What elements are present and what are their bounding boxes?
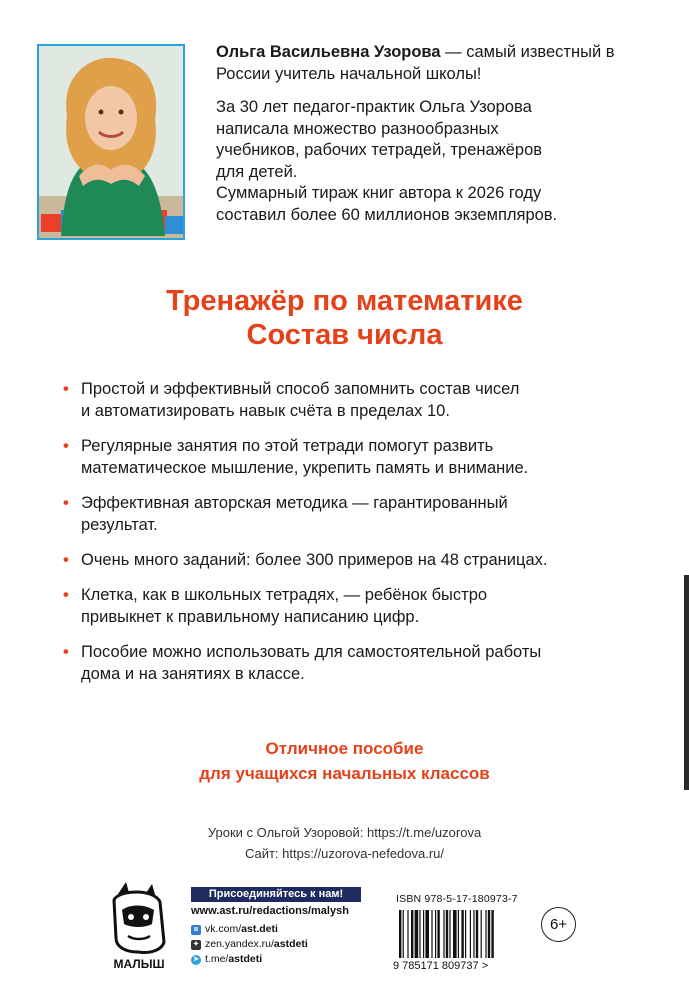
list-item: • Регулярные занятия по этой тетради помогут развить математическое мышление, укрепить память и внимание.: [63, 437, 529, 477]
author-experience: За 30 лет педагог-практик Ольга Узорова написала множество разнообразных учебников, рабочих тетрадей, тренажёров для детей. Суммарный тираж книг автора к 2026 году составил более 60 миллионов экземпляров.: [216, 98, 558, 224]
author-name: Ольга Васильевна Узорова: [216, 43, 441, 61]
barcode-bar: [437, 910, 439, 958]
feature-list: [63, 378, 663, 698]
list-item: • Эффективная авторская методика — гарантированный результат.: [63, 494, 508, 534]
barcode-bar: [399, 910, 401, 958]
barcode-bar: [491, 910, 493, 958]
barcode-bar: [423, 910, 424, 958]
barcode-bar: [411, 910, 413, 958]
author-links: [0, 822, 689, 864]
bullet-icon: •: [63, 494, 69, 512]
book-title-line2: Состав числа: [246, 319, 443, 351]
barcode-bar: [443, 910, 444, 958]
list-item: • Очень много заданий: более 300 примеров на 48 страницах.: [63, 551, 548, 569]
barcode-bar: [470, 910, 471, 958]
barcode-bar: [425, 910, 429, 958]
barcode-bar: [403, 910, 404, 958]
logo-wordmark: МАЛЫШ: [113, 957, 165, 971]
author-portrait-illustration: [39, 46, 183, 238]
barcode-icon: [391, 908, 543, 972]
publisher-logo: [104, 880, 174, 972]
barcode-bar: [461, 910, 463, 958]
bullet-icon: •: [63, 437, 69, 455]
lessons-link[interactable]: Уроки с Ольгой Узоровой: https://t.me/uzorova: [207, 825, 482, 840]
social-link-zen[interactable]: ✦ zen.yandex.ru/ astdeti: [191, 937, 361, 952]
vk-icon: в: [191, 925, 201, 935]
publisher-url[interactable]: www.ast.ru/redactions/malysh: [191, 905, 349, 917]
barcode-bar: [481, 910, 482, 958]
join-banner: Присоединяйтесь к нам!: [191, 887, 361, 902]
barcode-bar: [473, 910, 474, 958]
tagline: Отличное пособие для учащихся начальных классов: [199, 739, 490, 783]
list-item: • Простой и эффективный способ запомнить состав чисел и автоматизировать навык счёта в пределах 10.: [63, 380, 520, 420]
social-link-vk[interactable]: в vk.com/ ast.deti: [191, 922, 361, 937]
barcode-bar: [476, 910, 478, 958]
book-title-line1: Тренажёр по математике: [166, 285, 523, 317]
author-photo: [37, 44, 185, 240]
social-link-telegram[interactable]: ➤ t.me/ astdeti: [191, 952, 361, 967]
barcode-bar: [407, 910, 408, 958]
list-item: • Клетка, как в школьных тетрадях, — ребёнок быстро привыкнет к правильному написанию цифр.: [63, 586, 488, 626]
barcode-bar: [458, 910, 459, 958]
publisher-contacts: [191, 887, 361, 967]
bullet-icon: •: [63, 586, 69, 604]
barcode-bar: [465, 910, 466, 958]
barcode-bar: [488, 910, 490, 958]
barcode-bar: [431, 910, 432, 958]
author-intro: Ольга Васильевна Узорова — самый известный в России учитель начальной школы!: [216, 43, 615, 83]
author-bio: [216, 42, 671, 238]
book-title: [0, 284, 689, 352]
page-edge-shadow: [684, 575, 689, 790]
barcode-bar: [446, 910, 448, 958]
malysh-logo-icon: [104, 880, 174, 972]
barcode-bar: [453, 910, 457, 958]
isbn-number: ISBN 978-5-17-180973-7: [396, 893, 518, 905]
zen-icon: ✦: [191, 940, 201, 950]
barcode: [391, 908, 543, 972]
social-links: [191, 922, 361, 967]
barcode-digits: 9 785171 809737 >: [393, 960, 489, 972]
bullet-icon: •: [63, 380, 69, 398]
site-link[interactable]: Сайт: https://uzorova-nefedova.ru/: [244, 846, 445, 861]
barcode-bar: [435, 910, 436, 958]
telegram-icon: ➤: [191, 955, 201, 965]
barcode-bar: [419, 910, 420, 958]
barcode-bar: [449, 910, 450, 958]
bullet-icon: •: [63, 643, 69, 661]
bullet-icon: •: [63, 551, 69, 569]
barcode-bar: [485, 910, 486, 958]
age-rating-badge: 6+: [541, 907, 576, 942]
barcode-bar: [415, 910, 419, 958]
list-item: • Пособие можно использовать для самостоятельной работы дома и на занятиях в классе.: [63, 643, 542, 683]
